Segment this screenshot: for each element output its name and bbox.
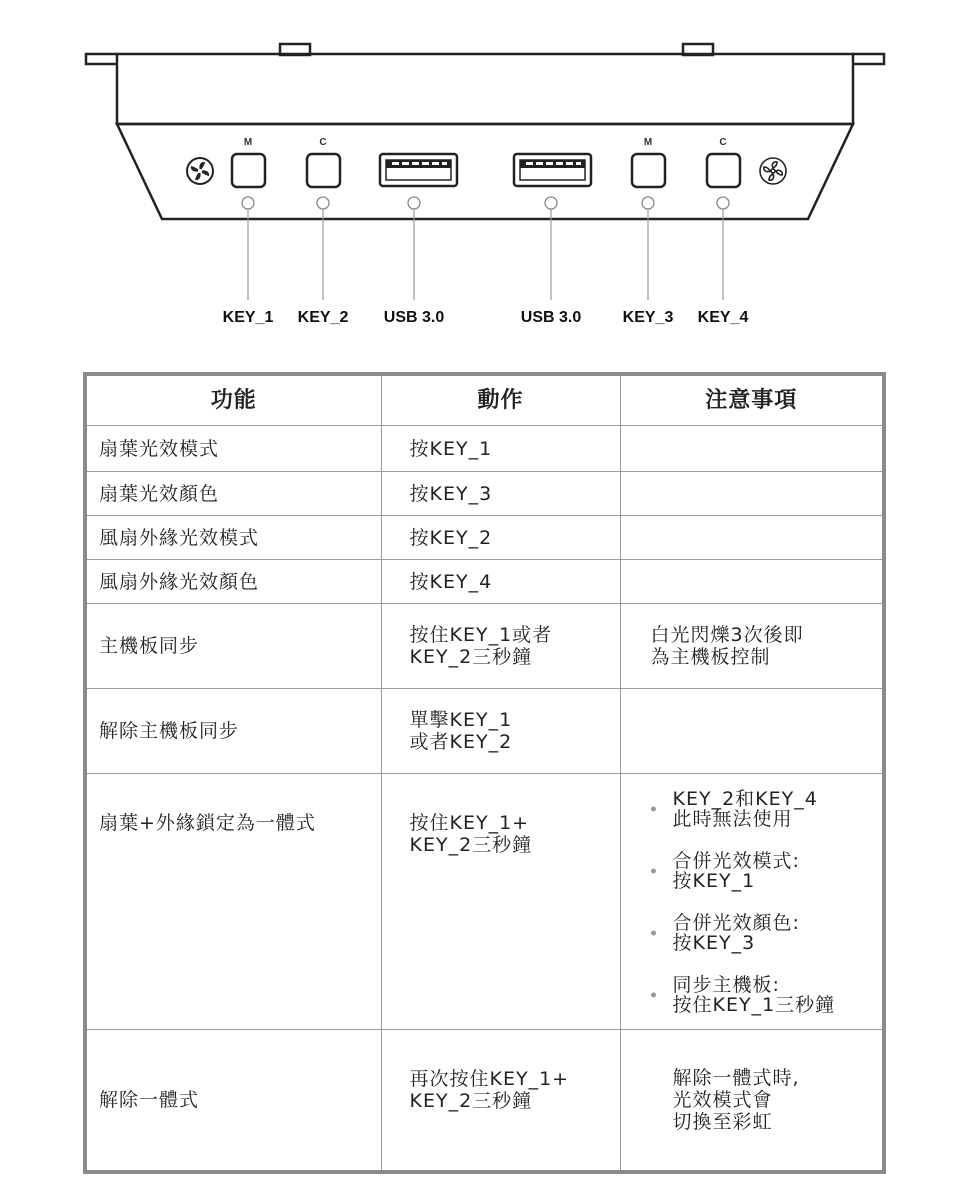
label-key-3: KEY_3 (622, 309, 674, 326)
notes-list (621, 789, 883, 1015)
action-cell: 按KEY_3 (381, 472, 620, 516)
note-line: 按KEY_1 (672, 869, 756, 892)
note-cell (620, 560, 884, 604)
function-cell: 主機板同步 (85, 604, 381, 689)
note-cell (620, 426, 884, 472)
action-line: KEY_2三秒鐘 (409, 646, 533, 668)
action-line: KEY_2三秒鐘 (409, 1090, 533, 1112)
note-cell (620, 604, 884, 689)
table-row (85, 1030, 884, 1172)
label-key-4: KEY_4 (697, 309, 749, 326)
header-action: 動作 (381, 374, 620, 426)
action-line: KEY_2三秒鐘 (409, 834, 533, 856)
fan-ring-icon (760, 158, 786, 184)
key-3-mode-letter: M (643, 137, 653, 148)
note-line: 切換至彩虹 (672, 1110, 773, 1133)
function-cell: 扇葉光效模式 (85, 426, 381, 472)
note-line: 合併光效顏色: (672, 911, 800, 934)
function-cell: 扇葉+外緣鎖定為一體式 (85, 774, 381, 1030)
table-row (85, 426, 884, 472)
label-usb-left: USB 3.0 (383, 309, 445, 326)
note-line: 按住KEY_1三秒鐘 (672, 993, 836, 1016)
mount-ear-right (853, 54, 884, 64)
note-cell (620, 689, 884, 774)
note-line: 合併光效模式: (672, 849, 800, 872)
note-line: 此時無法使用 (672, 807, 793, 830)
key-1-mode-letter: M (243, 137, 253, 148)
list-item (645, 789, 883, 829)
key-2-button (307, 154, 340, 187)
action-cell (381, 774, 620, 1030)
function-cell: 解除一體式 (85, 1030, 381, 1172)
note-line: 按KEY_3 (672, 931, 756, 954)
note-line: 解除一體式時, (672, 1066, 800, 1089)
io-panel-diagram (0, 0, 970, 350)
fan-blade-icon (187, 158, 213, 184)
key-4-color-letter: C (719, 137, 727, 148)
action-line: 單擊KEY_1 (409, 709, 513, 731)
action-line: 或者KEY_2 (409, 731, 513, 753)
function-cell: 風扇外緣光效顏色 (85, 560, 381, 604)
note-cell (620, 1030, 884, 1172)
table-row (85, 604, 884, 689)
function-table (83, 372, 886, 1174)
action-cell: 按KEY_2 (381, 516, 620, 560)
callout-leaders (248, 209, 723, 300)
note-cell (620, 516, 884, 560)
note-cell (620, 774, 884, 1030)
table-row (85, 774, 884, 1030)
usb-port-right (514, 154, 591, 186)
list-item (645, 975, 883, 1015)
header-function: 功能 (85, 374, 381, 426)
key-1-button (232, 154, 265, 187)
table-row (85, 472, 884, 516)
function-cell: 扇葉光效顏色 (85, 472, 381, 516)
action-cell (381, 1030, 620, 1172)
key-2-color-letter: C (319, 137, 327, 148)
key-4-button (707, 154, 740, 187)
action-line: 按住KEY_1+ (409, 812, 530, 834)
note-line: 白光閃爍3次後即 (650, 624, 804, 646)
note-line: 同步主機板: (672, 973, 780, 996)
label-key-1: KEY_1 (222, 309, 274, 326)
list-item (645, 851, 883, 891)
list-item (645, 913, 883, 953)
mount-ear-left (86, 54, 117, 64)
io-panel-drawing (0, 0, 970, 350)
usb-port-left (380, 154, 457, 186)
housing-top (117, 54, 853, 124)
action-cell: 按KEY_4 (381, 560, 620, 604)
table-header-row (85, 374, 884, 426)
note-line: 為主機板控制 (650, 646, 771, 668)
note-line: 光效模式會 (672, 1088, 773, 1111)
table-row (85, 516, 884, 560)
action-line: 再次按住KEY_1+ (409, 1068, 570, 1090)
table-row (85, 560, 884, 604)
header-notes: 注意事項 (620, 374, 884, 426)
label-key-2: KEY_2 (297, 309, 349, 326)
function-cell: 風扇外緣光效模式 (85, 516, 381, 560)
note-line: KEY_2和KEY_4 (672, 787, 818, 810)
action-line: 按住KEY_1或者 (409, 624, 553, 646)
housing-front-face (117, 124, 853, 219)
note-cell (620, 472, 884, 516)
label-usb-right: USB 3.0 (520, 309, 582, 326)
key-3-button (632, 154, 665, 187)
action-cell (381, 689, 620, 774)
action-cell (381, 604, 620, 689)
function-cell: 解除主機板同步 (85, 689, 381, 774)
table-row (85, 689, 884, 774)
action-cell: 按KEY_1 (381, 426, 620, 472)
